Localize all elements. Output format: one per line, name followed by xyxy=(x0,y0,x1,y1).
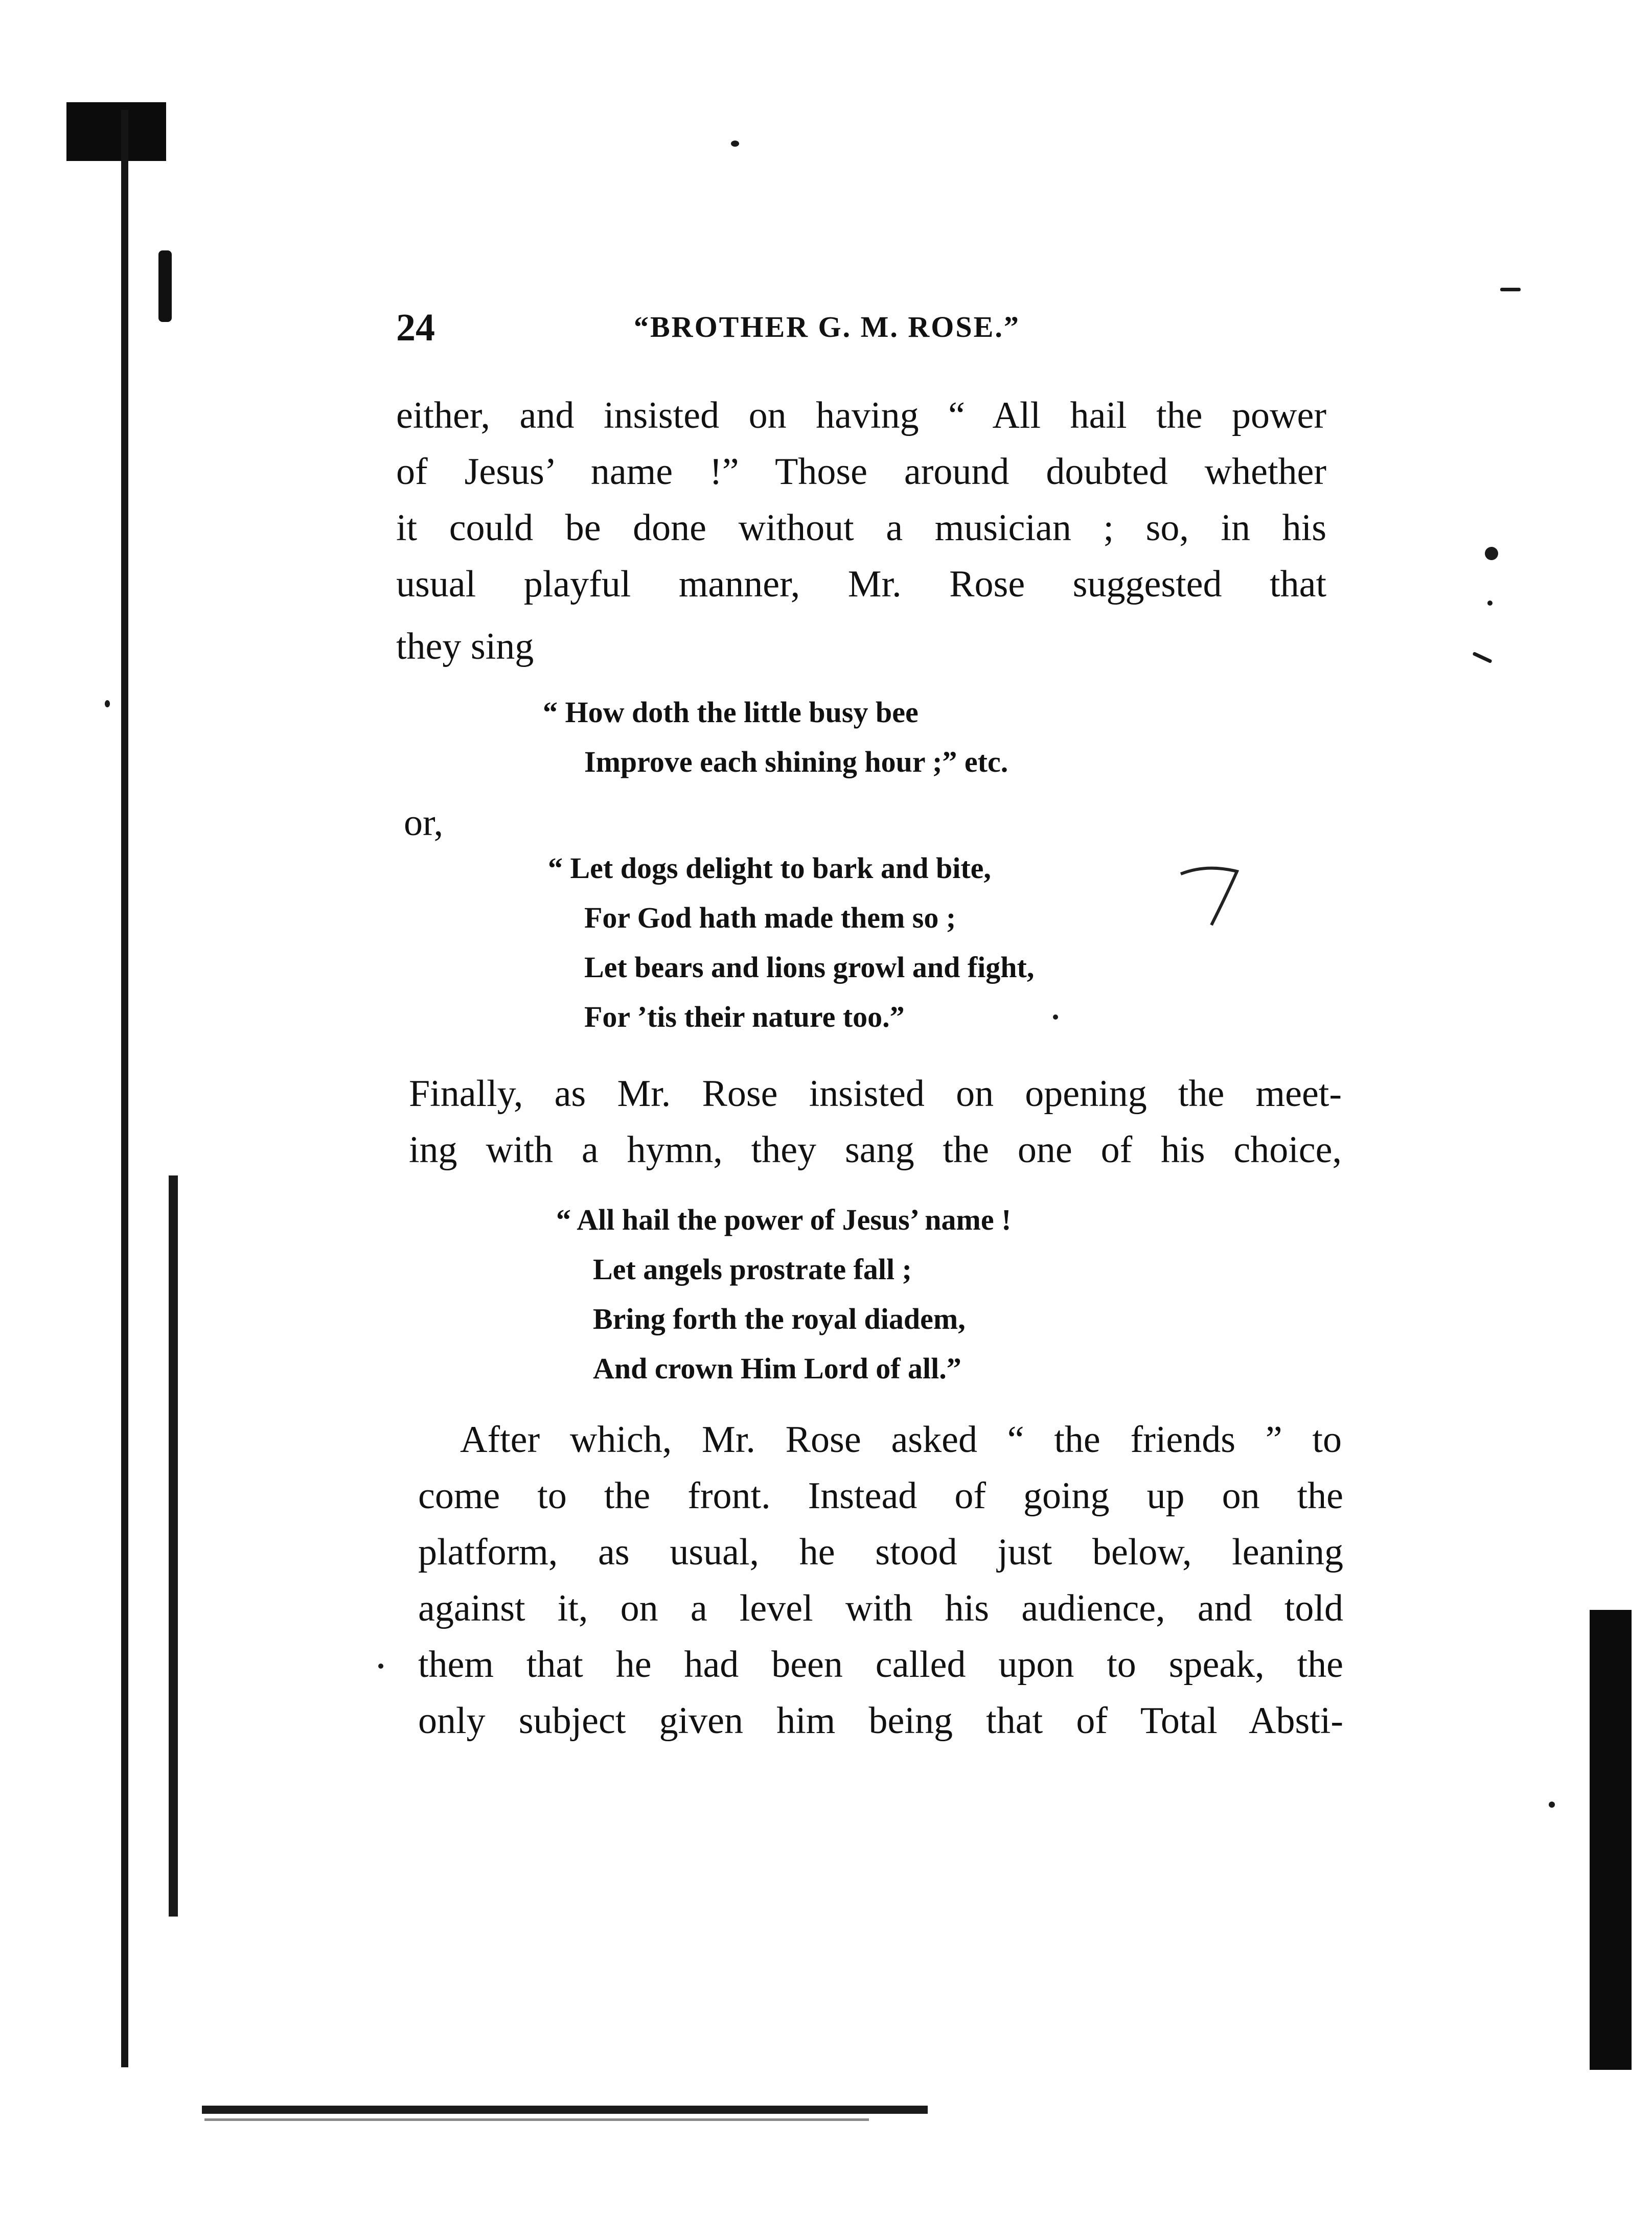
page-number: 24 xyxy=(396,306,435,349)
body-text-line: ing with a hymn, they sang the one of his choice, xyxy=(409,1129,1342,1171)
body-text-line: usual playful manner, Mr. Rose suggested that xyxy=(396,563,1326,605)
verse-line: For ’tis their nature too.” xyxy=(584,1000,905,1033)
verse-line: Let angels prostrate fall ; xyxy=(593,1253,912,1286)
scan-speck xyxy=(1500,288,1521,291)
scan-speck xyxy=(105,700,110,707)
scan-speck xyxy=(1549,1802,1555,1808)
scan-edge-artifact xyxy=(121,110,128,2067)
scan-speck xyxy=(1487,601,1493,606)
verse-line: Bring forth the royal diadem, xyxy=(593,1302,966,1335)
verse-line: “ How doth the little busy bee xyxy=(543,696,919,729)
scan-edge-artifact xyxy=(202,2106,928,2114)
body-text-line: them that he had been called upon to speak, the xyxy=(418,1644,1343,1686)
scan-edge-artifact xyxy=(169,1175,178,1917)
body-text-line: only subject given him being that of Total Absti- xyxy=(418,1700,1343,1742)
body-text-line: platform, as usual, he stood just below, leaning xyxy=(418,1531,1343,1573)
verse-line: Let bears and lions growl and fight, xyxy=(584,951,1035,984)
scan-speck xyxy=(1485,547,1498,560)
verse-line: For God hath made them so ; xyxy=(584,901,956,934)
body-text-line: they sing xyxy=(396,626,534,667)
body-text-line: either, and insisted on having “ All hail the power xyxy=(396,395,1326,436)
verse-line: “ Let dogs delight to bark and bite, xyxy=(548,851,991,885)
running-head: “BROTHER G. M. ROSE.” xyxy=(634,310,1020,343)
scan-edge-artifact xyxy=(204,2118,869,2121)
body-text-line: of Jesus’ name !” Those around doubted whether xyxy=(396,451,1326,493)
scan-edge-artifact xyxy=(1590,1610,1632,2070)
body-text-line: After which, Mr. Rose asked “ the friends ” to xyxy=(460,1419,1342,1461)
scan-edge-artifact xyxy=(158,250,172,322)
verse-line: Improve each shining hour ;” etc. xyxy=(584,745,1008,778)
body-text-line: against it, on a level with his audience, and told xyxy=(418,1587,1343,1629)
scan-speck xyxy=(1053,1014,1058,1020)
body-text-line: Finally, as Mr. Rose insisted on opening the meet- xyxy=(409,1073,1342,1115)
verse-line: “ All hail the power of Jesus’ name ! xyxy=(556,1203,1012,1236)
scan-speck xyxy=(378,1664,383,1669)
connector-text: or, xyxy=(404,802,444,844)
scan-speck xyxy=(731,141,739,147)
scan-speck xyxy=(1472,652,1492,663)
pencil-mark-icon xyxy=(1176,859,1247,935)
verse-line: And crown Him Lord of all.” xyxy=(593,1352,961,1385)
body-text-line: it could be done without a musician ; so, in his xyxy=(396,507,1326,549)
body-text-line: come to the front. Instead of going up on the xyxy=(418,1475,1343,1517)
scan-edge-artifact xyxy=(66,102,166,161)
page-header xyxy=(396,306,1091,352)
